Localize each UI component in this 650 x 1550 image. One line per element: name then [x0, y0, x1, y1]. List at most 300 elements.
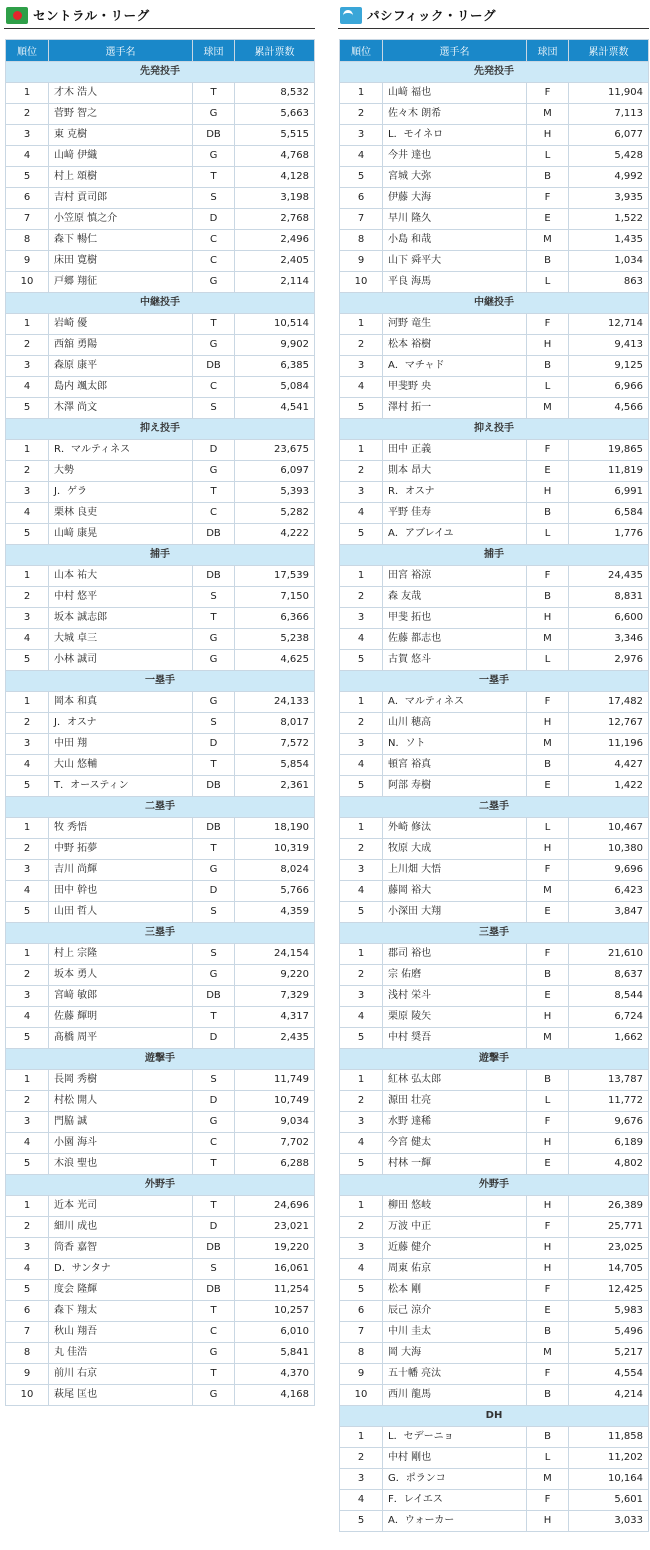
- votes-cell: 6,077: [569, 125, 649, 146]
- votes-cell: 6,385: [235, 356, 315, 377]
- table-row: [6, 230, 315, 251]
- votes-cell: 3,033: [569, 1511, 649, 1532]
- team-cell: T: [193, 608, 235, 629]
- table-row: [6, 566, 315, 587]
- team-cell: G: [193, 860, 235, 881]
- rank-cell: 5: [340, 776, 383, 797]
- player-name-cell: 門脇 誠: [49, 1112, 193, 1133]
- votes-cell: 2,361: [235, 776, 315, 797]
- team-cell: H: [527, 713, 569, 734]
- rank-cell: 4: [340, 146, 383, 167]
- section-header-row: [6, 545, 315, 566]
- votes-cell: 4,625: [235, 650, 315, 671]
- rank-cell: 5: [6, 524, 49, 545]
- rank-cell: 5: [340, 650, 383, 671]
- votes-cell: 6,366: [235, 608, 315, 629]
- table-row: [6, 251, 315, 272]
- section-title: 中継投手: [6, 293, 315, 314]
- votes-cell: 2,496: [235, 230, 315, 251]
- table-row: [340, 881, 649, 902]
- rank-cell: 5: [340, 1511, 383, 1532]
- rank-cell: 10: [340, 272, 383, 293]
- team-cell: G: [193, 965, 235, 986]
- votes-cell: 2,405: [235, 251, 315, 272]
- votes-cell: 9,696: [569, 860, 649, 881]
- player-name-cell: 小林 誠司: [49, 650, 193, 671]
- player-name-cell: F．レイエス: [383, 1490, 527, 1511]
- votes-cell: 5,854: [235, 755, 315, 776]
- table-row: [340, 986, 649, 1007]
- table-row: [6, 398, 315, 419]
- player-name-cell: 山﨑 福也: [383, 83, 527, 104]
- rank-cell: 4: [6, 503, 49, 524]
- votes-cell: 4,359: [235, 902, 315, 923]
- rank-cell: 1: [6, 566, 49, 587]
- team-cell: B: [527, 1427, 569, 1448]
- player-name-cell: 則本 昂大: [383, 461, 527, 482]
- player-name-cell: 髙橋 周平: [49, 1028, 193, 1049]
- player-name-cell: 吉村 貢司郎: [49, 188, 193, 209]
- team-cell: F: [527, 860, 569, 881]
- player-name-cell: T．オースティン: [49, 776, 193, 797]
- rank-cell: 3: [6, 356, 49, 377]
- rank-cell: 9: [6, 251, 49, 272]
- player-name-cell: 今井 達也: [383, 146, 527, 167]
- section-title: 一塁手: [6, 671, 315, 692]
- table-row: [340, 482, 649, 503]
- pacific-league-header: [338, 2, 649, 29]
- rank-cell: 4: [340, 377, 383, 398]
- player-name-cell: A．ウォーカー: [383, 1511, 527, 1532]
- player-name-cell: 中村 悠平: [49, 587, 193, 608]
- rank-cell: 6: [340, 188, 383, 209]
- votes-cell: 17,482: [569, 692, 649, 713]
- player-name-cell: 才木 浩人: [49, 83, 193, 104]
- player-name-cell: 西川 龍馬: [383, 1385, 527, 1406]
- player-name-cell: L．セデーニョ: [383, 1427, 527, 1448]
- votes-cell: 1,776: [569, 524, 649, 545]
- votes-cell: 1,422: [569, 776, 649, 797]
- table-row: [340, 1112, 649, 1133]
- votes-cell: 8,637: [569, 965, 649, 986]
- table-row: [340, 1070, 649, 1091]
- player-name-cell: 松本 裕樹: [383, 335, 527, 356]
- votes-cell: 11,819: [569, 461, 649, 482]
- rank-cell: 7: [6, 209, 49, 230]
- team-cell: D: [193, 734, 235, 755]
- rank-cell: 3: [6, 860, 49, 881]
- section-title: 中継投手: [340, 293, 649, 314]
- section-title: 一塁手: [340, 671, 649, 692]
- table-row: [340, 1427, 649, 1448]
- table-row: [6, 629, 315, 650]
- player-name-cell: 中村 奨吾: [383, 1028, 527, 1049]
- rank-cell: 2: [6, 587, 49, 608]
- player-name-cell: N．ソト: [383, 734, 527, 755]
- votes-cell: 23,025: [569, 1238, 649, 1259]
- rank-cell: 1: [340, 83, 383, 104]
- table-row: [340, 839, 649, 860]
- table-row: [340, 1196, 649, 1217]
- table-row: [340, 230, 649, 251]
- player-name-cell: 村上 頌樹: [49, 167, 193, 188]
- table-row: [340, 83, 649, 104]
- section-header-row: [340, 797, 649, 818]
- team-cell: S: [193, 1070, 235, 1091]
- rank-cell: 5: [6, 650, 49, 671]
- player-name-cell: 辰己 涼介: [383, 1301, 527, 1322]
- player-name-cell: 宮﨑 敏郎: [49, 986, 193, 1007]
- table-row: [340, 1259, 649, 1280]
- table-row: [340, 587, 649, 608]
- rank-cell: 3: [340, 860, 383, 881]
- votes-cell: 6,423: [569, 881, 649, 902]
- votes-cell: 11,196: [569, 734, 649, 755]
- votes-cell: 13,787: [569, 1070, 649, 1091]
- table-row: [340, 1091, 649, 1112]
- rank-cell: 4: [340, 1490, 383, 1511]
- team-cell: S: [193, 188, 235, 209]
- player-name-cell: 度会 隆輝: [49, 1280, 193, 1301]
- rank-cell: 10: [340, 1385, 383, 1406]
- player-name-cell: 牧 秀悟: [49, 818, 193, 839]
- votes-cell: 4,554: [569, 1364, 649, 1385]
- team-cell: H: [527, 1007, 569, 1028]
- team-cell: H: [527, 1196, 569, 1217]
- team-cell: B: [527, 1070, 569, 1091]
- player-name-cell: 筒香 嘉智: [49, 1238, 193, 1259]
- table-row: [6, 881, 315, 902]
- rank-cell: 5: [340, 1280, 383, 1301]
- header-votes: 累計票数: [235, 40, 315, 62]
- votes-cell: 18,190: [235, 818, 315, 839]
- team-cell: B: [527, 965, 569, 986]
- table-row: [340, 1448, 649, 1469]
- votes-cell: 11,254: [235, 1280, 315, 1301]
- player-name-cell: 中野 拓夢: [49, 839, 193, 860]
- team-cell: DB: [193, 356, 235, 377]
- table-row: [340, 272, 649, 293]
- player-name-cell: 山川 穂高: [383, 713, 527, 734]
- votes-cell: 9,125: [569, 356, 649, 377]
- votes-cell: 16,061: [235, 1259, 315, 1280]
- rank-cell: 8: [6, 1343, 49, 1364]
- votes-cell: 2,976: [569, 650, 649, 671]
- rank-cell: 5: [6, 1028, 49, 1049]
- team-cell: E: [527, 986, 569, 1007]
- player-name-cell: 周東 佑京: [383, 1259, 527, 1280]
- rank-cell: 3: [6, 125, 49, 146]
- table-row: [340, 902, 649, 923]
- votes-cell: 5,983: [569, 1301, 649, 1322]
- table-row: [6, 860, 315, 881]
- team-cell: T: [193, 1007, 235, 1028]
- table-row: [340, 1301, 649, 1322]
- rank-cell: 2: [340, 1448, 383, 1469]
- votes-cell: 6,966: [569, 377, 649, 398]
- player-name-cell: 細川 成也: [49, 1217, 193, 1238]
- team-cell: T: [193, 167, 235, 188]
- votes-cell: 4,541: [235, 398, 315, 419]
- team-cell: F: [527, 1112, 569, 1133]
- player-name-cell: A．アブレイユ: [383, 524, 527, 545]
- team-cell: H: [527, 482, 569, 503]
- player-name-cell: 平野 佳寿: [383, 503, 527, 524]
- player-name-cell: 西舘 勇陽: [49, 335, 193, 356]
- votes-cell: 9,034: [235, 1112, 315, 1133]
- votes-cell: 3,935: [569, 188, 649, 209]
- player-name-cell: R．オスナ: [383, 482, 527, 503]
- rank-cell: 8: [340, 1343, 383, 1364]
- player-name-cell: J．ゲラ: [49, 482, 193, 503]
- section-title: 抑え投手: [6, 419, 315, 440]
- section-header-row: [340, 545, 649, 566]
- votes-cell: 6,584: [569, 503, 649, 524]
- rank-cell: 3: [340, 1469, 383, 1490]
- rank-cell: 3: [340, 1112, 383, 1133]
- team-cell: S: [193, 398, 235, 419]
- team-cell: E: [527, 209, 569, 230]
- rank-cell: 4: [6, 1133, 49, 1154]
- team-cell: H: [527, 608, 569, 629]
- section-title: 先発投手: [340, 62, 649, 83]
- rank-cell: 3: [6, 986, 49, 1007]
- table-row: [6, 608, 315, 629]
- rank-cell: 5: [6, 1154, 49, 1175]
- team-cell: T: [193, 1154, 235, 1175]
- section-header-row: [6, 797, 315, 818]
- section-title: 二塁手: [6, 797, 315, 818]
- team-cell: S: [193, 713, 235, 734]
- rank-cell: 3: [340, 1238, 383, 1259]
- player-name-cell: 丸 佳浩: [49, 1343, 193, 1364]
- votes-cell: 11,202: [569, 1448, 649, 1469]
- section-header-row: [6, 1049, 315, 1070]
- team-cell: F: [527, 83, 569, 104]
- rank-cell: 4: [6, 377, 49, 398]
- table-row: [6, 482, 315, 503]
- table-row: [340, 1385, 649, 1406]
- table-row: [340, 251, 649, 272]
- rank-cell: 2: [340, 965, 383, 986]
- rank-cell: 7: [340, 209, 383, 230]
- player-name-cell: 床田 寛樹: [49, 251, 193, 272]
- team-cell: B: [527, 1385, 569, 1406]
- header-team: 球団: [193, 40, 235, 62]
- rank-cell: 1: [340, 1427, 383, 1448]
- votes-cell: 2,768: [235, 209, 315, 230]
- team-cell: L: [527, 272, 569, 293]
- central-league-header: [4, 2, 315, 29]
- votes-cell: 863: [569, 272, 649, 293]
- rank-cell: 5: [6, 1280, 49, 1301]
- team-cell: DB: [193, 818, 235, 839]
- rank-cell: 6: [6, 1301, 49, 1322]
- votes-cell: 6,010: [235, 1322, 315, 1343]
- player-name-cell: 澤村 拓一: [383, 398, 527, 419]
- votes-cell: 12,767: [569, 713, 649, 734]
- team-cell: E: [527, 461, 569, 482]
- table-row: [340, 503, 649, 524]
- player-name-cell: 古賀 悠斗: [383, 650, 527, 671]
- team-cell: M: [527, 1343, 569, 1364]
- player-name-cell: A．マルティネス: [383, 692, 527, 713]
- table-row: [6, 944, 315, 965]
- player-name-cell: 小島 和哉: [383, 230, 527, 251]
- table-row: [340, 1007, 649, 1028]
- team-cell: G: [193, 104, 235, 125]
- player-name-cell: 坂本 誠志郎: [49, 608, 193, 629]
- table-row: [340, 104, 649, 125]
- section-header-row: [6, 419, 315, 440]
- player-name-cell: 伊藤 大海: [383, 188, 527, 209]
- team-cell: L: [527, 650, 569, 671]
- table-row: [340, 734, 649, 755]
- team-cell: DB: [193, 1280, 235, 1301]
- team-cell: C: [193, 1322, 235, 1343]
- header-rank: 順位: [6, 40, 49, 62]
- table-row: [6, 1070, 315, 1091]
- votes-cell: 17,539: [235, 566, 315, 587]
- section-header-row: [340, 1049, 649, 1070]
- team-cell: G: [193, 629, 235, 650]
- table-row: [6, 1364, 315, 1385]
- votes-cell: 10,164: [569, 1469, 649, 1490]
- team-cell: B: [527, 251, 569, 272]
- player-name-cell: 大勢: [49, 461, 193, 482]
- rank-cell: 1: [340, 440, 383, 461]
- player-name-cell: 岩崎 優: [49, 314, 193, 335]
- team-cell: H: [527, 125, 569, 146]
- table-row: [6, 524, 315, 545]
- votes-cell: 7,150: [235, 587, 315, 608]
- player-name-cell: 森原 康平: [49, 356, 193, 377]
- player-name-cell: 中村 剛也: [383, 1448, 527, 1469]
- team-cell: E: [527, 1301, 569, 1322]
- table-row: [6, 377, 315, 398]
- player-name-cell: 田中 幹也: [49, 881, 193, 902]
- team-cell: H: [527, 335, 569, 356]
- votes-cell: 4,768: [235, 146, 315, 167]
- player-name-cell: 木澤 尚文: [49, 398, 193, 419]
- team-cell: L: [527, 1091, 569, 1112]
- section-title: 遊撃手: [6, 1049, 315, 1070]
- votes-cell: 24,696: [235, 1196, 315, 1217]
- votes-cell: 9,413: [569, 335, 649, 356]
- votes-cell: 4,222: [235, 524, 315, 545]
- section-title: 捕手: [340, 545, 649, 566]
- team-cell: M: [527, 1469, 569, 1490]
- rank-cell: 3: [340, 734, 383, 755]
- player-name-cell: 中川 圭太: [383, 1322, 527, 1343]
- player-name-cell: 森下 翔太: [49, 1301, 193, 1322]
- rank-cell: 3: [6, 608, 49, 629]
- votes-cell: 11,772: [569, 1091, 649, 1112]
- player-name-cell: 五十幡 亮汰: [383, 1364, 527, 1385]
- table-row: [6, 755, 315, 776]
- team-cell: S: [193, 902, 235, 923]
- rank-cell: 5: [6, 902, 49, 923]
- votes-cell: 1,662: [569, 1028, 649, 1049]
- votes-cell: 3,847: [569, 902, 649, 923]
- rank-cell: 5: [340, 167, 383, 188]
- table-row: [6, 188, 315, 209]
- rank-cell: 7: [340, 1322, 383, 1343]
- rank-cell: 1: [6, 1070, 49, 1091]
- player-name-cell: 田中 正義: [383, 440, 527, 461]
- team-cell: F: [527, 944, 569, 965]
- player-name-cell: A．マチャド: [383, 356, 527, 377]
- table-row: [6, 776, 315, 797]
- team-cell: D: [193, 1217, 235, 1238]
- votes-cell: 14,705: [569, 1259, 649, 1280]
- rank-cell: 3: [6, 482, 49, 503]
- team-cell: T: [193, 83, 235, 104]
- table-row: [340, 524, 649, 545]
- rank-cell: 3: [340, 356, 383, 377]
- table-row: [6, 125, 315, 146]
- table-row: [340, 167, 649, 188]
- team-cell: E: [527, 776, 569, 797]
- player-name-cell: 甲斐 拓也: [383, 608, 527, 629]
- table-row: [340, 1028, 649, 1049]
- player-name-cell: 佐藤 輝明: [49, 1007, 193, 1028]
- player-name-cell: 甲斐野 央: [383, 377, 527, 398]
- central-league-table: [5, 39, 315, 1406]
- player-name-cell: 木浪 聖也: [49, 1154, 193, 1175]
- rank-cell: 5: [6, 776, 49, 797]
- votes-cell: 5,515: [235, 125, 315, 146]
- votes-cell: 6,724: [569, 1007, 649, 1028]
- player-name-cell: 秋山 翔吾: [49, 1322, 193, 1343]
- player-name-cell: R．マルティネス: [49, 440, 193, 461]
- votes-cell: 5,601: [569, 1490, 649, 1511]
- table-row: [340, 209, 649, 230]
- votes-cell: 5,084: [235, 377, 315, 398]
- section-header-row: [6, 671, 315, 692]
- team-cell: T: [193, 755, 235, 776]
- table-row: [6, 1196, 315, 1217]
- team-cell: G: [193, 335, 235, 356]
- rank-cell: 3: [6, 1238, 49, 1259]
- player-name-cell: 郡司 裕也: [383, 944, 527, 965]
- rank-cell: 2: [340, 104, 383, 125]
- player-name-cell: 岡本 和真: [49, 692, 193, 713]
- votes-cell: 9,676: [569, 1112, 649, 1133]
- votes-cell: 1,034: [569, 251, 649, 272]
- rank-cell: 3: [340, 482, 383, 503]
- pacific-league-title: パシフィック・リーグ: [367, 8, 497, 23]
- votes-cell: 26,389: [569, 1196, 649, 1217]
- votes-cell: 1,435: [569, 230, 649, 251]
- player-name-cell: 阿部 寿樹: [383, 776, 527, 797]
- section-header-row: [340, 419, 649, 440]
- votes-cell: 10,319: [235, 839, 315, 860]
- player-name-cell: 近本 光司: [49, 1196, 193, 1217]
- votes-cell: 7,702: [235, 1133, 315, 1154]
- votes-cell: 6,288: [235, 1154, 315, 1175]
- table-row: [340, 1133, 649, 1154]
- votes-cell: 24,133: [235, 692, 315, 713]
- table-row: [340, 335, 649, 356]
- rank-cell: 5: [340, 902, 383, 923]
- votes-cell: 7,113: [569, 104, 649, 125]
- table-row: [6, 83, 315, 104]
- section-title: 外野手: [340, 1175, 649, 1196]
- team-cell: H: [527, 1259, 569, 1280]
- table-header-row: [6, 40, 315, 62]
- team-cell: D: [193, 881, 235, 902]
